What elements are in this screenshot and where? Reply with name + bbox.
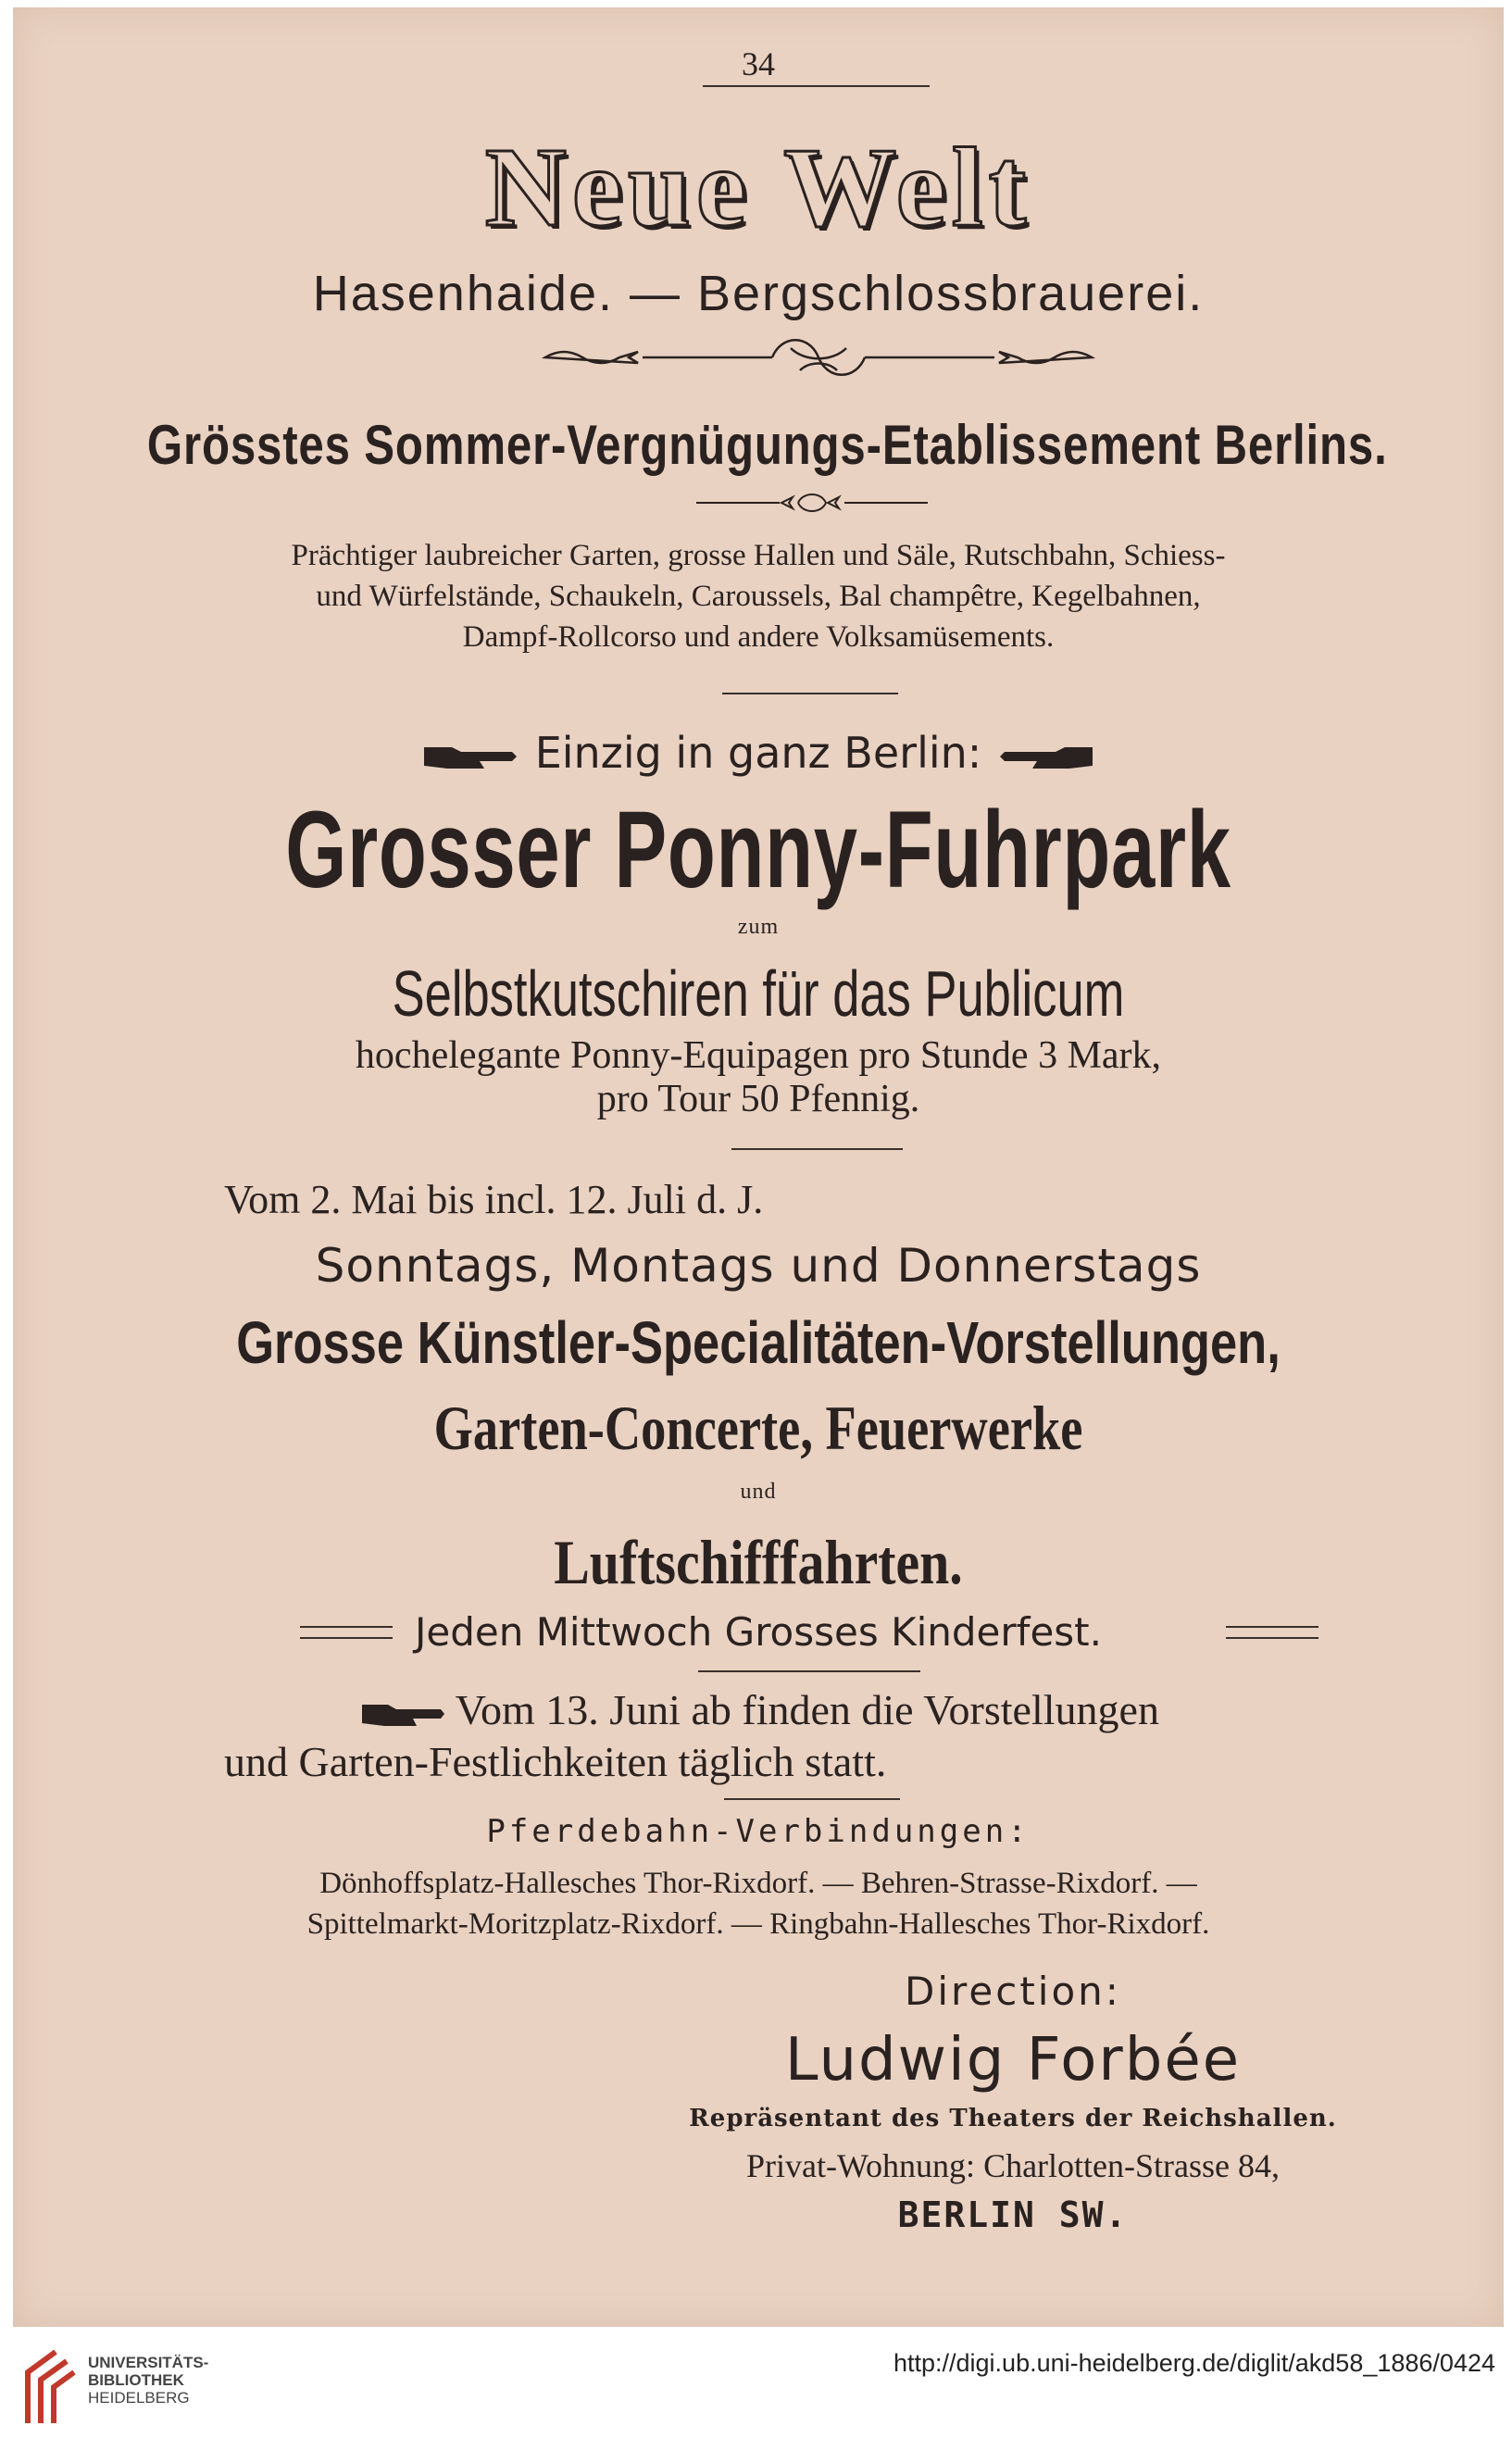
dates-line: Vom 2. Mai bis incl. 12. Juli d. J. — [224, 1177, 764, 1222]
luft-line: Luftschifffahrten. — [554, 1527, 963, 1597]
und-label: und — [740, 1480, 777, 1504]
double-rule-right — [1226, 1626, 1318, 1639]
selbst-line: Selbstkutschiren für das Publicum — [392, 957, 1125, 1030]
price-line-1: hochelegante Ponny-Equipagen pro Stunde 3 Mark, — [355, 1034, 1162, 1077]
route-line-2: Spittelmarkt-Moritzplatz-Rixdorf. — Ringbahn-Hallesches Thor-Rixdorf. — [306, 1907, 1210, 1941]
pony-title: Grosser Ponny-Fuhrpark — [285, 789, 1231, 911]
direction-label: Direction: — [905, 1969, 1121, 2014]
intro-line-1: Prächtiger laubreicher Garten, grosse Hallen und Säle, Rutschbahn, Schiess- — [291, 539, 1226, 572]
logo-line-1: UNIVERSITÄTS- — [88, 2354, 209, 2371]
library-logo-icon[interactable] — [20, 2344, 78, 2428]
einzig-text: Einzig in ganz Berlin: — [534, 728, 982, 778]
logo-line-2: BIBLIOTHEK — [88, 2371, 184, 2389]
private-address: Privat-Wohnung: Charlotten-Strasse 84, — [745, 2147, 1281, 2184]
divider — [703, 85, 930, 87]
logo-line-3: HEIDELBERG — [88, 2389, 190, 2407]
days-line: Sonntags, Montags und Donnerstags — [315, 1239, 1202, 1293]
pferde-title: Pferdebahn-Verbindungen: — [486, 1813, 1031, 1850]
kuenstler-line: Grosse Künstler-Specialitäten-Vorstellungen, — [236, 1309, 1281, 1376]
library-name — [88, 2354, 208, 2407]
price-line-2: pro Tour 50 Pfennig. — [596, 1078, 920, 1120]
daily-text-1: Vom 13. Juni ab finden die Vorstellungen — [455, 1686, 1159, 1733]
divider — [724, 1798, 900, 1800]
flourish-ornament-icon — [541, 330, 1096, 385]
intro-line-2: und Würfelstände, Schaukeln, Caroussels, Bal champêtre, Kegelbahnen, — [316, 580, 1201, 613]
pointing-hand-right-icon — [357, 1695, 445, 1732]
divider — [722, 693, 898, 694]
scanned-page — [13, 7, 1504, 2327]
kinderfest-line: Jeden Mittwoch Grosses Kinderfest. — [415, 1609, 1102, 1655]
representative-line: Repräsentant des Theaters der Reichshallen. — [689, 2105, 1337, 2132]
permalink-url[interactable]: http://digi.ub.uni-heidelberg.de/diglit/akd58_1886/0424 — [893, 2349, 1495, 2377]
einzig-line — [13, 728, 1504, 778]
daily-line-1 — [13, 1685, 1504, 1734]
route-line-1: Dönhoffsplatz-Hallesches Thor-Rixdorf. — Behren-Strasse-Rixdorf. — — [319, 1867, 1197, 1900]
city-line: BERLIN SW. — [897, 2194, 1129, 2235]
daily-line-2: und Garten-Festlichkeiten täglich statt. — [224, 1738, 887, 1785]
pointing-hand-right-icon — [419, 738, 521, 775]
zum-label: zum — [737, 915, 780, 939]
director-name: Ludwig Forbée — [784, 2026, 1242, 2094]
divider — [731, 1148, 903, 1150]
subtitle: Hasenhaide. — Bergschlossbrauerei. — [312, 266, 1205, 321]
pointing-hand-left-icon — [995, 738, 1097, 775]
small-ornament-icon — [696, 489, 928, 517]
intro-line-3: Dampf-Rollcorso und andere Volksamüsements. — [462, 620, 1055, 654]
garten-line: Garten-Concerte, Feuerwerke — [433, 1393, 1083, 1463]
divider — [698, 1670, 920, 1672]
page-number: 34 — [742, 45, 775, 82]
page-title: Neue Welt — [484, 125, 1032, 250]
headline: Grösstes Sommer-Vergnügungs-Etablissement Berlins. — [146, 414, 1388, 476]
